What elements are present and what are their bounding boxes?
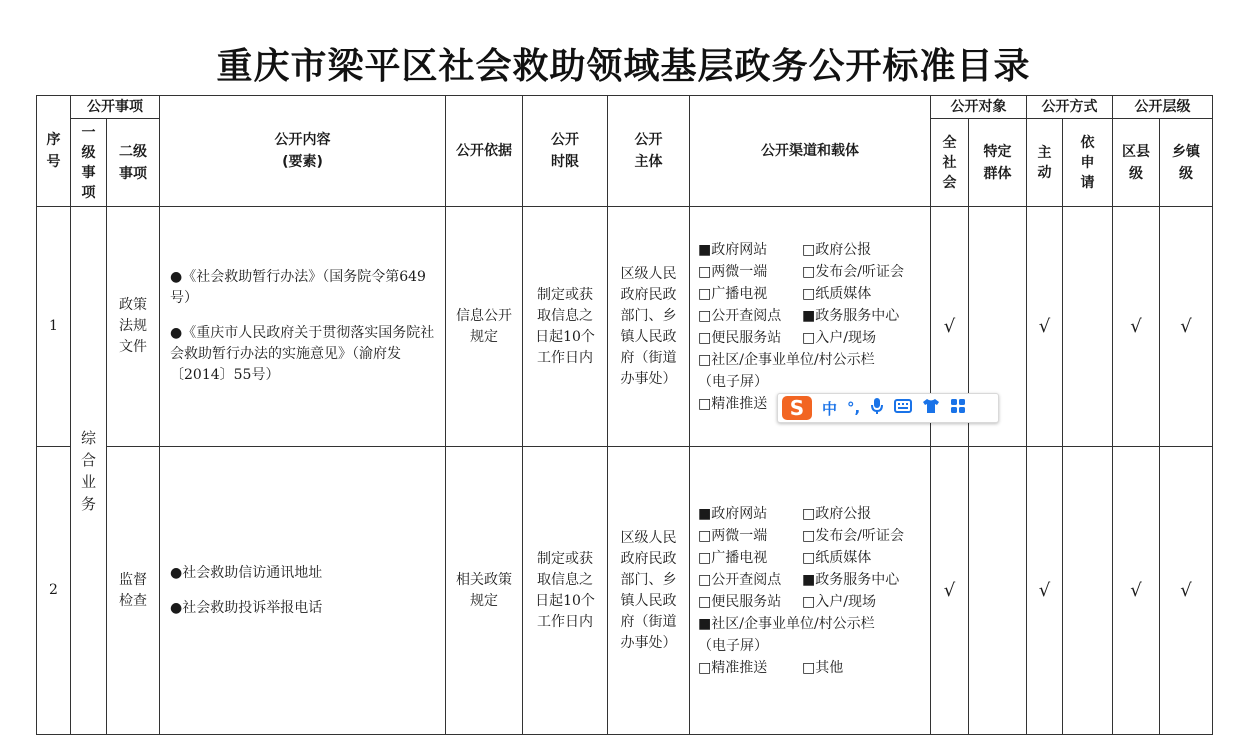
content-item: ●社会救助投诉举报电话	[170, 599, 323, 616]
row-basis: 相关政策 规定	[446, 447, 523, 735]
check-target-all: √	[931, 447, 969, 735]
channel-option: □便民服务站	[698, 593, 782, 610]
channel-option: □政府公报	[802, 241, 872, 258]
check-target-all: √	[931, 207, 969, 447]
level2-header: 二级 事项	[107, 119, 160, 207]
channel-option: □两微一端	[698, 527, 768, 544]
row-time: 制定或获 取信息之 日起10个 工作日内	[523, 447, 608, 735]
channel-option: □发布会/听证会	[802, 263, 904, 280]
header-row-1	[37, 96, 1213, 119]
channels-header: 公开渠道和载体	[690, 96, 931, 207]
channel-option: □便民服务站	[698, 329, 782, 346]
target-header: 公开对象	[931, 96, 1027, 119]
level-town-header: 乡镇 级	[1160, 119, 1213, 207]
level1-header: 一 级 事 项	[71, 119, 107, 207]
content-item: ●《社会救助暂行办法》（国务院令第649号）	[170, 269, 426, 306]
level-county-header: 区县 级	[1113, 119, 1160, 207]
basis-header: 公开依据	[446, 96, 523, 207]
check-method-active: √	[1027, 447, 1063, 735]
channel-option: ■政府网站	[698, 241, 768, 258]
method-header: 公开方式	[1027, 96, 1113, 119]
check-level-town: √	[1160, 207, 1213, 447]
row-channels	[690, 447, 931, 735]
skin-icon[interactable]	[922, 398, 940, 418]
channel-option: □社区/企事业单位/村公示栏	[698, 351, 875, 368]
channel-option: ■政务服务中心	[802, 307, 900, 324]
channel-option: □公开查阅点	[698, 571, 782, 588]
check-method-active: √	[1027, 207, 1063, 447]
row-basis: 信息公开 规定	[446, 207, 523, 447]
channel-option: □纸质媒体	[802, 549, 872, 566]
ime-punctuation-toggle[interactable]: °,	[847, 399, 861, 417]
grid-icon[interactable]	[950, 398, 966, 418]
time-header: 公开 时限	[523, 96, 608, 207]
channel-option: □广播电视	[698, 285, 768, 302]
channel-option: □纸质媒体	[802, 285, 872, 302]
method-apply-header: 依 申 请	[1063, 119, 1113, 207]
row-level2: 监督 检查	[107, 447, 160, 735]
channel-option: ■政府网站	[698, 505, 768, 522]
channel-option: □其他	[802, 659, 844, 676]
row-subject: 区级人民 政府民政 部门、乡 镇人民政 府（街道 办事处）	[608, 207, 690, 447]
table-row	[37, 447, 1213, 735]
content-item: ●社会救助信访通讯地址	[170, 564, 323, 581]
channel-option: □公开查阅点	[698, 307, 782, 324]
target-specific-header: 特定 群体	[969, 119, 1027, 207]
channel-option: ■社区/企事业单位/村公示栏	[698, 615, 875, 632]
subject-header: 公开 主体	[608, 96, 690, 207]
ime-toolbar[interactable]	[777, 393, 999, 423]
level1-item: 综 合 业 务	[71, 207, 107, 735]
method-active-header: 主 动	[1027, 119, 1063, 207]
row-subject: 区级人民 政府民政 部门、乡 镇人民政 府（街道 办事处）	[608, 447, 690, 735]
content-item: ●《重庆市人民政府关于贯彻落实国务院社会救助暂行办法的实施意见》（渝府发〔2014〕55号）	[170, 325, 435, 383]
row-content	[160, 447, 446, 735]
row-seq: 2	[37, 447, 71, 735]
content-header: 公开内容 (要素)	[160, 96, 446, 207]
channel-option: □两微一端	[698, 263, 768, 280]
seq-header: 序 号	[37, 96, 71, 207]
channel-option: □广播电视	[698, 549, 768, 566]
check-level-town: √	[1160, 447, 1213, 735]
channel-option: □入户/现场	[802, 593, 876, 610]
row-seq: 1	[37, 207, 71, 447]
channel-option: □发布会/听证会	[802, 527, 904, 544]
catalog-table	[36, 95, 1213, 735]
channel-option: □入户/现场	[802, 329, 876, 346]
check-level-county: √	[1113, 207, 1160, 447]
check-method-apply	[1063, 447, 1113, 735]
check-target-specific	[969, 447, 1027, 735]
page-title: 重庆市梁平区社会救助领域基层政务公开标准目录	[216, 46, 1031, 87]
row-time: 制定或获 取信息之 日起10个 工作日内	[523, 207, 608, 447]
row-level2: 政策 法规 文件	[107, 207, 160, 447]
target-all-header: 全 社 会	[931, 119, 969, 207]
channel-option-note: （电子屏）	[698, 637, 768, 654]
level-header: 公开层级	[1113, 96, 1213, 119]
ime-language-toggle[interactable]: 中	[822, 399, 838, 418]
channel-option: ■政务服务中心	[802, 571, 900, 588]
check-level-county: √	[1113, 447, 1160, 735]
keyboard-icon[interactable]	[894, 398, 912, 418]
channel-option-note: （电子屏）	[698, 373, 768, 390]
table-row	[37, 207, 1213, 447]
channel-option: □政府公报	[802, 505, 872, 522]
check-method-apply	[1063, 207, 1113, 447]
open-items-header: 公开事项	[71, 96, 160, 119]
mic-icon[interactable]	[870, 397, 884, 419]
row-content	[160, 207, 446, 447]
ime-logo-icon[interactable]: S	[782, 396, 812, 420]
channel-option: □精准推送	[698, 395, 768, 412]
channel-option: □精准推送	[698, 659, 768, 676]
